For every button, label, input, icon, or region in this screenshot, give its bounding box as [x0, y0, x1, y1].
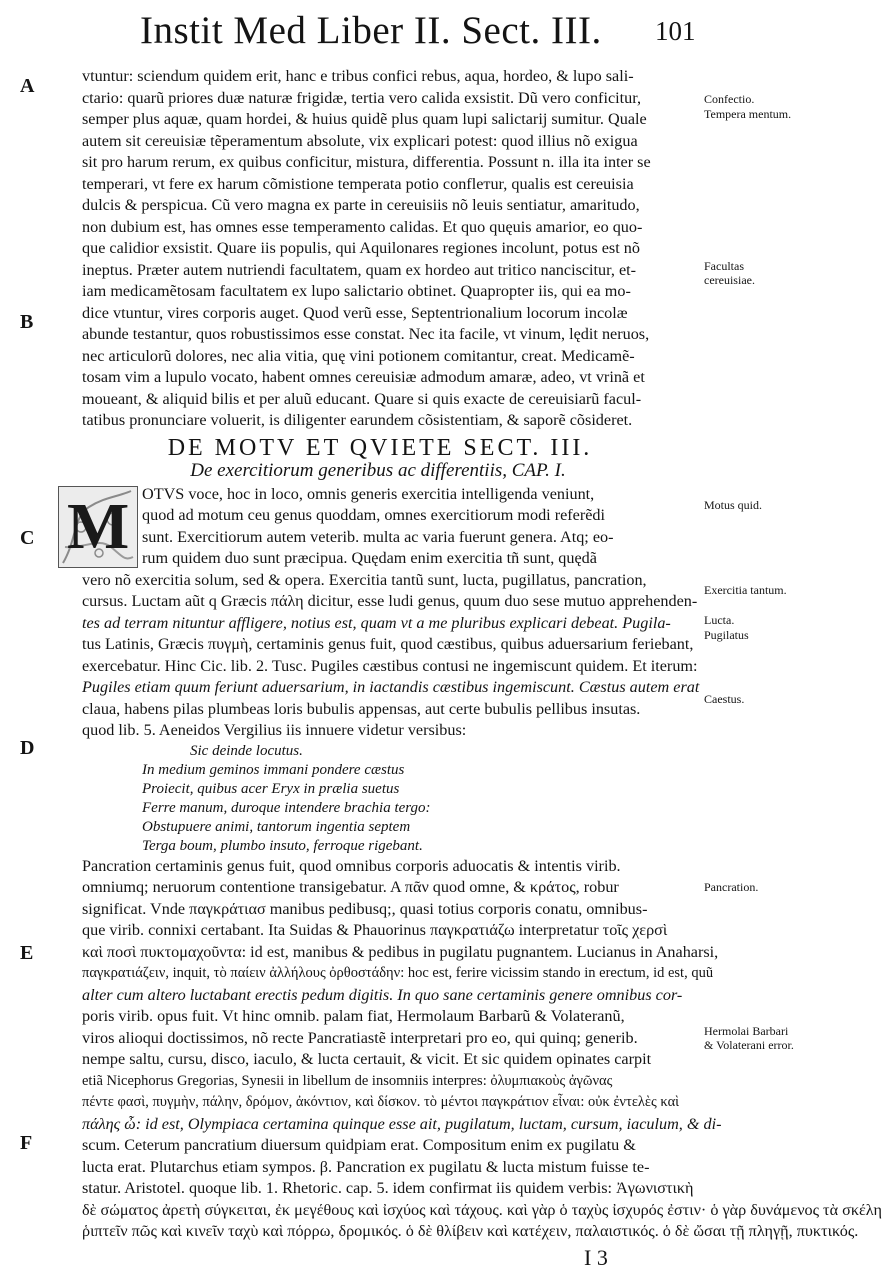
margin-note: Lucta. [704, 613, 735, 627]
text-line: que calidior exsistit. Quare iis populis, qui Aquilonares regiones incolunt, potus est nõ [82, 239, 640, 257]
text-line: semper plus aquæ, quam hordei, & huius quidẽ plus quam lupi salictarij sumitur. Quale [82, 110, 647, 128]
running-title: Instit Med Liber II. Sect. III. [140, 9, 602, 52]
text-line: cursus. Luctam aũt q Græcis πάλη dicitur, esse ludi genus, quum duo sese mutuo apprehenden- [82, 592, 698, 610]
verse-line: In medium geminos immani pondere cæstus [142, 761, 405, 778]
verse-line: Ferre manum, duroque intendere brachia tergo: [142, 799, 431, 816]
margin-letter-a: A [20, 75, 35, 97]
initial-letter: M [67, 489, 130, 563]
text-line: rum quidem duo sunt præcipua. Quędam enim exercitia tñ sunt, quędã [142, 549, 597, 567]
text-line: significat. Vnde παγκράτιασ manibus pedibusq;, quasi totius corporis conatu, omnibus- [82, 899, 648, 918]
text-line: nempe saltu, cursu, disco, iaculo, & lucta certauit, & vicit. Et sic quidem opinates carpit [82, 1050, 652, 1068]
text-line: tosam vim a lupulo vocato, habent omnes cereuisiæ admodum amaræ, adeo, vt vrinã et [82, 368, 645, 386]
text-line: claua, habens pilas plumbeas loris bubulis appensas, aut certe bubulis pellibus insutas. [82, 699, 641, 718]
text-line: πάλης ὦ: id est, Olympiaca certamina quinque esse ait, pugilatum, luctam, cursum, iaculum, & di- [82, 1114, 722, 1133]
text-line: καὶ ποσὶ πυκτομαχοῦντα: id est, manibus & pedibus in pugilatu pugnantem. Lucianus in Anaharsi, [82, 942, 719, 961]
text-line: sit pro harum rerum, ex quibus conficitur, mistura, differentia. Possunt n. illa ita inter se [82, 153, 651, 171]
margin-letter-e: E [20, 942, 34, 964]
margin-note: Exercitia tantum. [704, 583, 787, 597]
page-number: 101 [655, 16, 696, 46]
text-line: alter cum altero luctabant erectis pedum digitis. In quo sane certaminis genere omnibus cor- [82, 985, 683, 1004]
text-line: OTVS voce, hoc in loco, omnis generis exercitia intelligenda veniunt, [142, 484, 595, 503]
page-header [0, 0, 800, 64]
text-line: que virib. connixi certabant. Ita Suidas & Phauorinus παγκρατιάζω interpretatur τοῖς χερσὶ [82, 921, 668, 939]
text-line: δὲ σώματος ἀρετὴ σύγκειται, ἐκ μεγέθους καὶ ἰσχύος καὶ τάχους. καὶ γὰρ ὁ ταχὺς ἰσχυρός ἐστιν· ὁ γὰρ δυνάμενος τὰ σκέλη [82, 1200, 882, 1219]
text-line: quod lib. 5. Aeneidos Vergilius iis innuere videtur versibus: [82, 721, 467, 739]
margin-note: Motus quid. [704, 498, 763, 512]
text-line: moueant, & aliquid bilis et per aluũ educant. Quare si quis exacte de cereuisiarũ facul- [82, 389, 642, 408]
signature-mark: I 3 [584, 1244, 608, 1270]
text-line: statur. Aristotel. quoque lib. 1. Rhetoric. cap. 5. idem confirmat iis quidem verbis: Ἀγωνιστικὴ [82, 1179, 694, 1197]
margin-note: Pancration. [704, 880, 759, 894]
text-line: autem sit cereuisiæ tẽperamentum absolute, vix explicari potest: quod illius nõ exigua [82, 131, 638, 150]
margin-letter-b: B [20, 311, 34, 333]
margin-note: Pugilatus [704, 628, 749, 642]
text-line: non dubium est, has omnes esse temperamento calidas. Et quo quęuis amarior, eo quo- [82, 217, 643, 236]
text-line: exercebatur. Hinc Cic. lib. 2. Tusc. Pugiles cæstibus contusi ne ingemiscunt quidem. Et iterum: [82, 656, 698, 675]
text-line: temperari, vt fere ex harum cõmistione temperata potio conflетur, qualis est cereuisia [82, 174, 634, 193]
text-line: παγκρατιάζειν, inquit, τὸ παίειν ἀλλήλους ὀρθοστάδην: hoc est, ferire vicissim stando in erectum, id est, quũ [82, 965, 714, 981]
text-line: ineptus. Præter autem nutriendi facultatem, quam ex hordeo aut tritico nanciscitur, et- [82, 260, 637, 279]
text-line: Pugiles etiam quum feriunt aduersarium, in iactandis cæstibus ingemiscunt. Cæstus autem erat [82, 678, 700, 696]
text-line: abunde testantur, quos robustissimos esse constat. Nec ita facile, vt vinum, lędit neruos, [82, 325, 650, 343]
text-line: vtuntur: sciendum quidem erit, hanc e tribus confici rebus, aqua, hordeo, & lupo sali- [82, 67, 634, 85]
text-line: dice vtuntur, vires corporis auget. Quod verũ esse, Septentrionalium locorum incolæ [82, 303, 628, 322]
section-heading: DE MOTV ET QVIETE SECT. III. [167, 434, 593, 461]
margin-note: Hermolai Barbari & Volaterani error. [704, 1024, 794, 1052]
margin-note: Caestus. [704, 692, 745, 706]
verse-line: Proiecit, quibus acer Eryx in prælia suetus [142, 780, 400, 797]
text-line: iam medicamẽtosam facultatem ex lupo salictario obtinet. Quapropter iis, qui ea mo- [82, 282, 631, 300]
text-line: tatibus pronunciare voluerit, is diligenter earundem cõsistentiam, & saporẽ cõsideret. [82, 411, 633, 429]
margin-letter-f: F [20, 1132, 33, 1154]
verse-line: Obstupuere animi, tantorum ingentia septem [142, 818, 411, 835]
text-line: Pancration certaminis genus fuit, quod omnibus corporis aduocatis & intentis virib. [82, 856, 621, 875]
chapter-heading: De exercitiorum generibus ac differentiis, CAP. I. [190, 459, 566, 481]
text-line: ctario: quarũ priores duæ naturæ frigidæ, tertia vero calida exsistit. Dũ vero conficitur, [82, 88, 642, 107]
text-line: vero nõ exercitia solum, sed & opera. Exercitia tantũ sunt, lucta, pugillatus, pancration, [82, 570, 647, 589]
text-line: tus Latinis, Græcis πυγμὴ, certaminis genus fuit, quod cæstibus, quibus aduersarium feriebant, [82, 635, 694, 653]
verse-line: Sic deinde locutus. [190, 742, 303, 759]
margin-letter-c: C [20, 527, 35, 549]
text-line: quod ad motum ceu genus quoddam, omnes exercitiorum modi referẽdi [142, 506, 606, 524]
decorated-initial [58, 486, 138, 568]
text-line: poris virib. opus fuit. Vt hinc omnib. palam fiat, Hermolaum Barbarũ & Volateranũ, [82, 1007, 625, 1025]
text-line: omniumq; neruorum contentione transigebatur. A πᾶν quod omne, & κράτος, robur [82, 878, 619, 896]
text-line: tes ad terram nituntur affligere, notius est, quam vt a me pluribus explicari debeat. Pugila- [82, 613, 671, 632]
margin-letter-d: D [20, 737, 35, 759]
text-line: nec articulorũ dolores, nec alia vitia, quę vini potionem comitantur, creat. Medicamẽ- [82, 346, 635, 365]
text-line: πέντε φασὶ, πυγμὴν, πάλην, δρόμον, ἀκόντιον, καὶ δίσκον. τὸ μέντοι παγκράτιον εἶναι: οὐκ ἐντελὲς καὶ [82, 1094, 680, 1110]
margin-note: Tempera mentum. [704, 107, 792, 121]
text-line: scum. Ceterum pancratium diuersum quidpiam erat. Compositum enim ex pugilatu & [82, 1136, 636, 1154]
text-line: dulcis & perspicua. Cũ vero magna ex parte in cereuisiis nõ leuis sentiatur, amaritudo, [82, 196, 640, 214]
text-line: viros alioqui doctissimos, nõ recte Pancratiastẽ interpretari pro eo, qui quinq; generib. [82, 1028, 638, 1047]
text-line: lucta erat. Plutarchus etiam sympos. β. Pancration ex pugilatu & lucta mistum fuisse te- [82, 1157, 650, 1176]
margin-note: Confectio. [704, 92, 755, 106]
verse-line: Terga boum, plumbo insuto, ferroque rigebant. [142, 837, 423, 854]
text-line: ῥιπτεῖν πῶς καὶ κινεῖν ταχὺ καὶ πόρρω, δρομικός. ὁ δὲ θλίβειν καὶ κατέχειν, παλαιστικός. ὁ δὲ ὤσαι τῇ πληγῇ, πυκτικός. [82, 1222, 859, 1240]
text-line: sunt. Exercitiorum autem veterib. multa ac varia fuerunt genera. Atq; eo- [142, 527, 614, 546]
text-line: etiã Nicephorus Gregorias, Synesii in libellum de insomniis interpres: ὀλυμπιακοὺς ἀγῶνας [82, 1072, 613, 1089]
margin-note: Facultas cereuisiae. [704, 259, 755, 287]
